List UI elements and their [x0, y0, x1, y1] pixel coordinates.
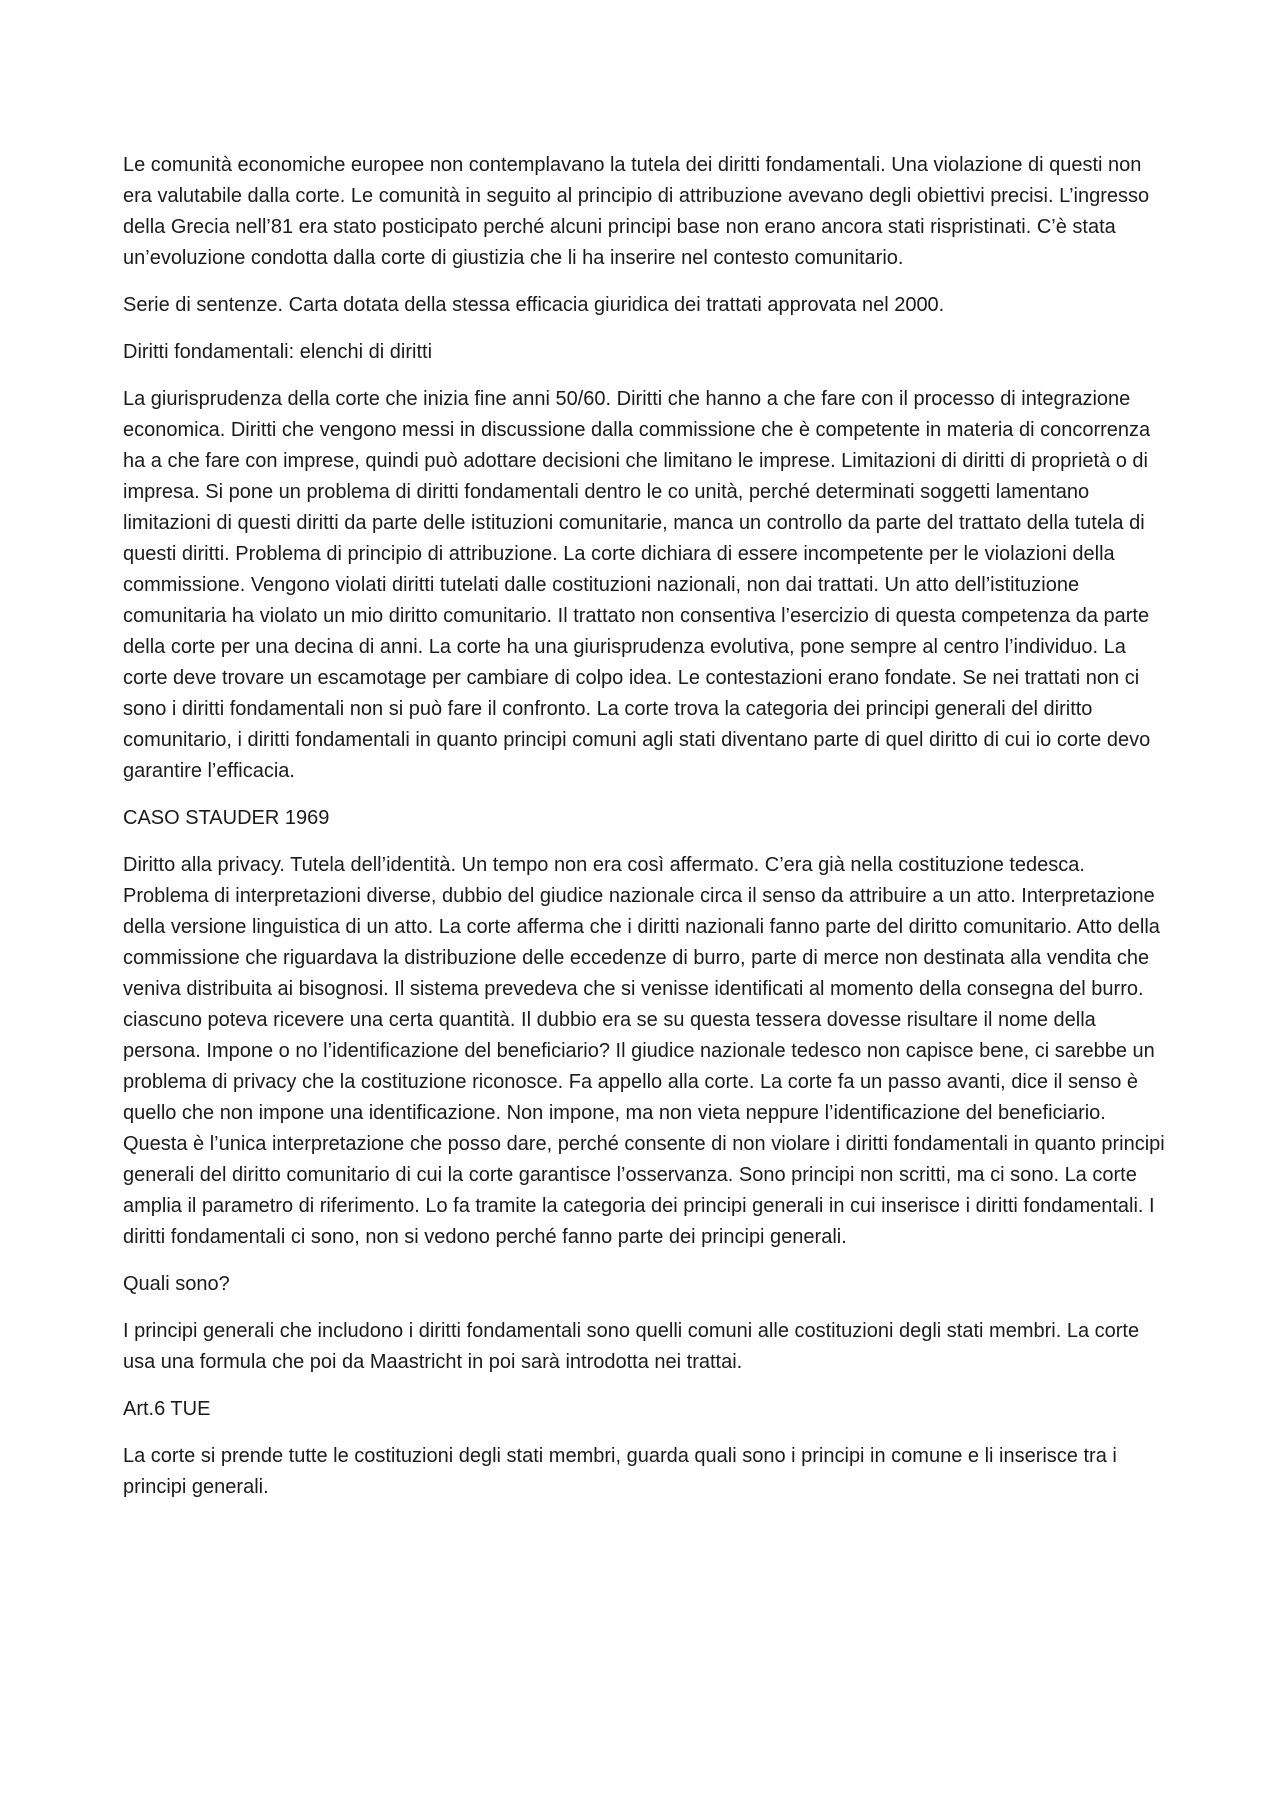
section-heading-art6-tue: Art.6 TUE [123, 1398, 211, 1420]
paragraph-giurisprudenza: La giurisprudenza della corte che inizia fine anni 50/60. Diritti che hanno a che fare con il processo di integrazione economica. Diritti che vengono messi in discussione dalla commissione che è competente in materia di concorrenza ha a che fare con imprese, quindi può adottare decisioni che limitano le imprese. Limitazioni di diritti di proprietà o di impresa. Si pone un problema di diritti fondamentali dentro le co unità, perché determinati soggetti lamentano limitazioni di questi diritti da parte delle istituzioni comunitarie, manca un controllo da parte del trattato della tutela di questi diritti. Problema di principio di attribuzione. La corte dichiara di essere incompetente per le violazioni della commissione. Vengono violati diritti tutelati dalle costituzioni nazionali, non dai trattati. Un atto dell’istituzione comunitaria ha violato un mio diritto comunitario. Il trattato non consentiva l’esercizio di questa competenza da parte della corte per una decina di anni. La corte ha una giurisprudenza evolutiva, pone sempre al centro l’individuo. La corte deve trovare un escamotage per cambiare di colpo idea. Le contestazioni erano fondate. Se nei trattati non ci sono i diritti fondamentali non si può fare il confronto. La corte trova la categoria dei principi generali del diritto comunitario, i diritti fondamentali in quanto principi comuni agli stati diventano parte di quel diritto di cui io corte devo garantire l’efficacia. [123, 388, 1151, 782]
paragraph-caso-stauder: Diritto alla privacy. Tutela dell’identità. Un tempo non era così affermato. C’era già nella costituzione tedesca. Problema di interpretazioni diverse, dubbio del giudice nazionale circa il senso da attribuire a un atto. Interpretazione della versione linguistica di un atto. La corte afferma che i diritti nazionali fanno parte del diritto comunitario. Atto della commissione che riguardava la distribuzione delle eccedenze di burro, parte di merce non destinata alla vendita che veniva distribuita ai bisognosi. Il sistema prevedeva che si venisse identificati al momento della consegna del burro. ciascuno poteva ricevere una certa quantità. Il dubbio era se su questa tessera dovesse risultare il nome della persona. Impone o no l’identificazione del beneficiario? Il giudice nazionale tedesco non capisce bene, ci sarebbe un problema di privacy che la costituzione riconosce. Fa appello alla corte. La corte fa un passo avanti, dice il senso è quello che non impone una identificazione. Non impone, ma non vieta neppure l’identificazione del beneficiario. Questa è l’unica interpretazione che posso dare, perché consente di non violare i diritti fondamentali in quanto principi generali del diritto comunitario di cui la corte garantisce l’osservanza. Sono principi non scritti, ma ci sono. La corte amplia il parametro di riferimento. Lo fa tramite la categoria dei principi generali in cui inserisce i diritti fondamentali. I diritti fondamentali ci sono, non si vedono perché fanno parte dei principi generali. [123, 854, 1165, 1248]
section-heading-caso-stauder: CASO STAUDER 1969 [123, 807, 330, 829]
paragraph-quali-sono: Quali sono? [123, 1273, 230, 1295]
paragraph-costituzioni: La corte si prende tutte le costituzioni degli stati membri, guarda quali sono i principi in comune e li inserisce tra i principi generali. [123, 1445, 1117, 1498]
paragraph-diritti-fondamentali-heading: Diritti fondamentali: elenchi di diritti [123, 341, 433, 363]
document-page [123, 150, 1168, 1519]
paragraph-principi-generali: I principi generali che includono i diritti fondamentali sono quelli comuni alle costituzioni degli stati membri. La corte usa una formula che poi da Maastricht in poi sarà introdotta nei trattai. [123, 1320, 1140, 1373]
paragraph-intro: Le comunità economiche europee non contemplavano la tutela dei diritti fondamentali. Una violazione di questi non era valutabile dalla corte. Le comunità in seguito al principio di attribuzione avevano degli obiettivi precisi. L’ingresso della Grecia nell’81 era stato posticipato perché alcuni principi base non erano ancora stati rispristinati. C’è stata un’evoluzione condotta dalla corte di giustizia che li ha inserire nel contesto comunitario. [123, 154, 1150, 269]
paragraph-serie-sentenze: Serie di sentenze. Carta dotata della stessa efficacia giuridica dei trattati approvata nel 2000. [123, 294, 945, 316]
